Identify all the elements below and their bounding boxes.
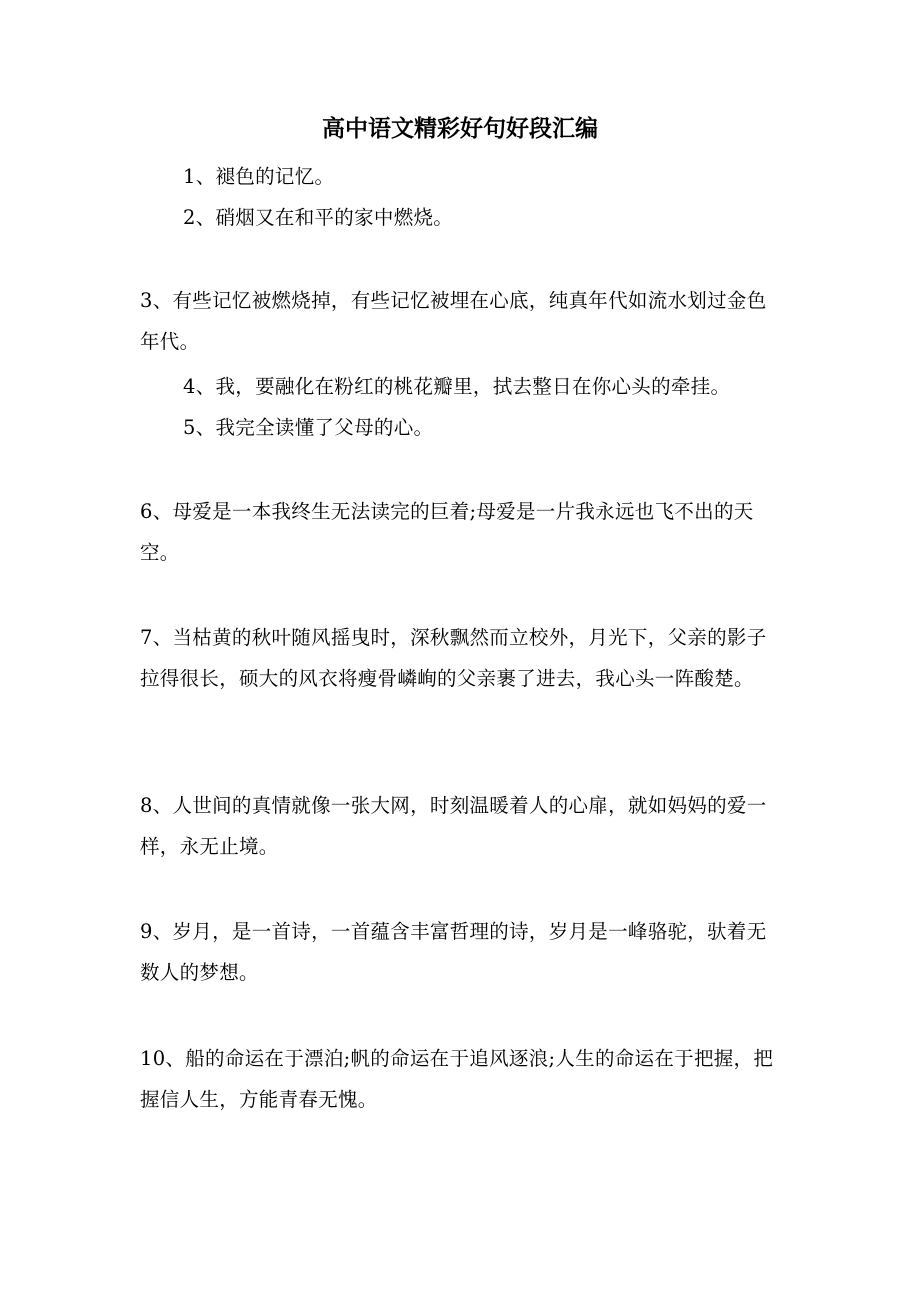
document-title: 高中语文精彩好句好段汇编 <box>322 115 598 142</box>
paragraph-6: 6、母爱是一本我终生无法读完的巨着;母爱是一片我永远也飞不出的天空。 <box>140 500 754 564</box>
paragraph-5: 5、我完全读懂了父母的心。 <box>183 416 434 439</box>
paragraph-7: 7、当枯黄的秋叶随风摇曳时，深秋飘然而立校外，月光下，父亲的影子拉得很长，硕大的风衣将瘦骨嶙峋的父亲裹了进去，我心头一阵酸楚。 <box>140 626 767 690</box>
paragraph-9: 9、岁月，是一首诗，一首蕴含丰富哲理的诗，岁月是一峰骆驼，驮着无数人的梦想。 <box>140 920 767 984</box>
paragraph-10: 10、船的命运在于漂泊;帆的命运在于追风逐浪;人生的命运在于把握，把握信人生，方能青春无愧。 <box>140 1047 774 1111</box>
paragraph-4: 4、我，要融化在粉红的桃花瓣里，拭去整日在你心头的牵挂。 <box>183 375 731 398</box>
paragraph-8: 8、人世间的真情就像一张大网，时刻温暖着人的心扉，就如妈妈的爱一样，永无止境。 <box>140 794 767 858</box>
paragraph-2: 2、硝烟又在和平的家中燃烧。 <box>183 206 454 229</box>
paragraph-3: 3、有些记忆被燃烧掉，有些记忆被埋在心底，纯真年代如流水划过金色年代。 <box>140 289 767 353</box>
paragraph-1: 1、褪色的记忆。 <box>183 165 335 188</box>
